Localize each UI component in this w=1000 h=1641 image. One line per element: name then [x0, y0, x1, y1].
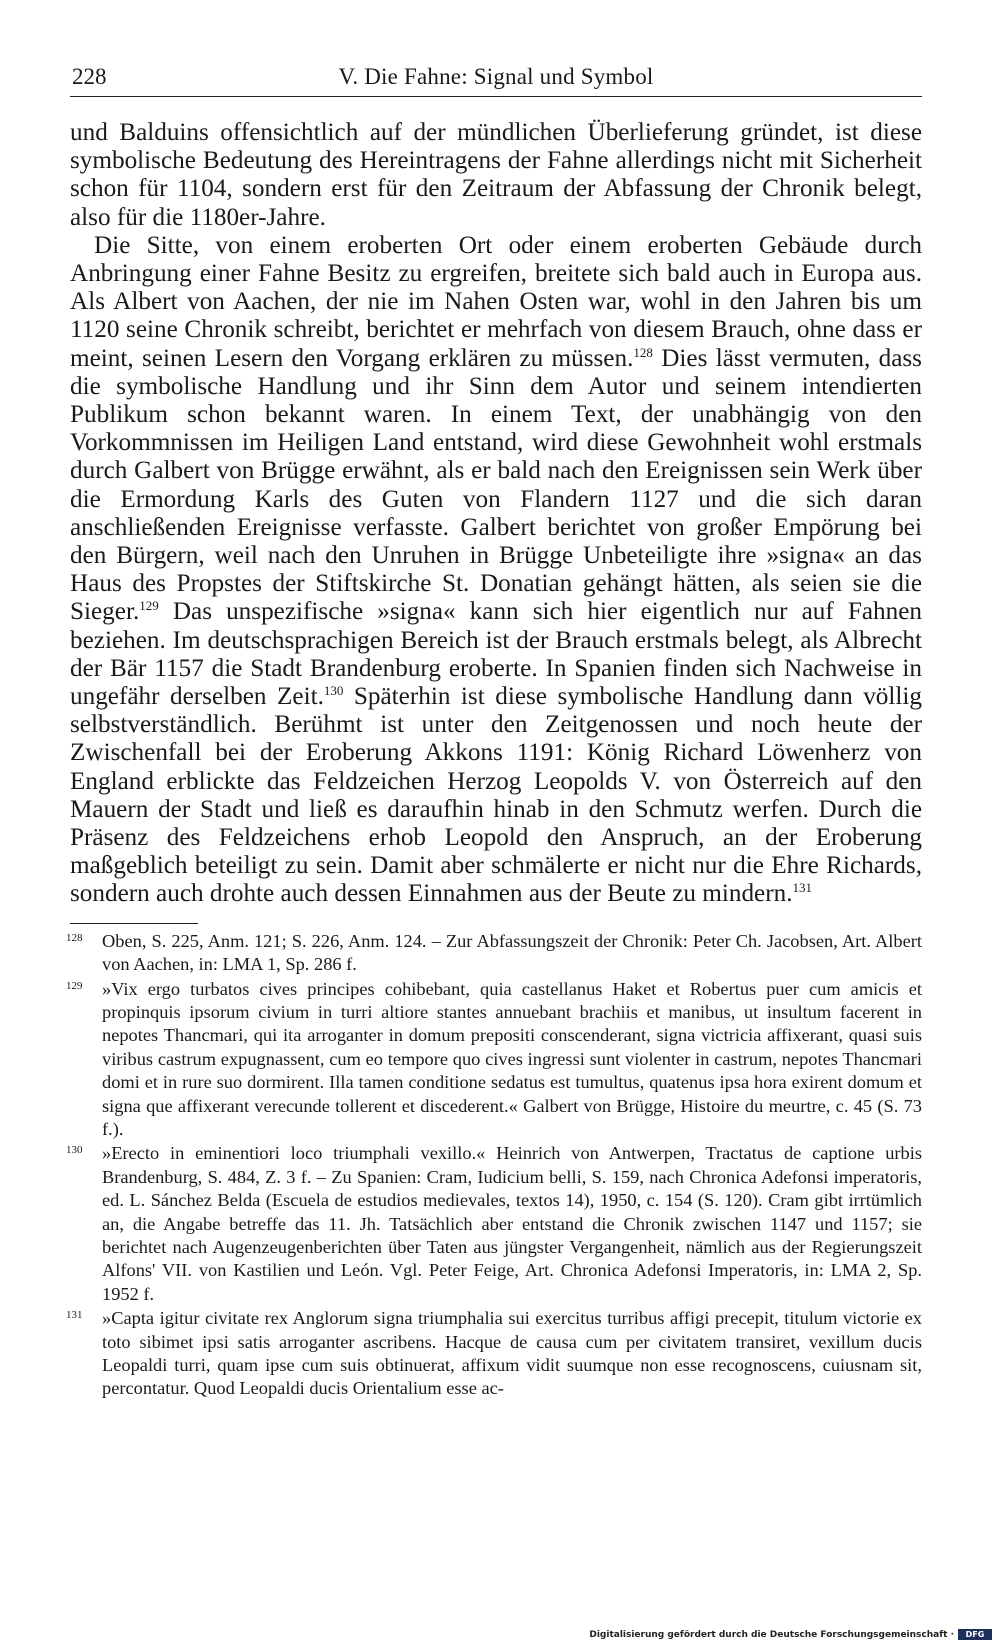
digitalization-credit: Digitalisierung gefördert durch die Deutsche Forschungsgemeinschaft · [589, 1630, 954, 1640]
footnote-text: »Erecto in eminentiori loco triumphali vexillo.« Heinrich von Antwerpen, Tractatus de captione urbis Brandenburg, S. 484, Z. 3 f. – Zu Spanien: Cram, Iudicium belli, S. 159, nach Chronica Adefonsi imperatoris, ed. L. Sánchez Belda (Escuela de estudios medievales, textos 14), 1950, c. 154 (S. 120). Cram gibt irrtümlich an, die Angabe betreffe das 11. Jh. Tatsächlich aber entstand die Chronik zwischen 1147 und 1157; sie berichtet nach Augenzeugenberichten über Taten aus jüngster Vergangenheit, nämlich aus der Regierungszeit Alfons' VII. von Kastilien und León. Vgl. Peter Feige, Art. Chronica Adefonsi Imperatoris, in: LMA 2, Sp. 1952 f. [102, 1143, 922, 1304]
footnote-ref-131[interactable]: 131 [792, 880, 813, 896]
paragraph-2 [70, 232, 922, 909]
page-header [70, 60, 922, 97]
footnote-ref-130[interactable]: 130 [323, 683, 344, 699]
footnote [66, 1307, 922, 1401]
footnote [66, 930, 922, 977]
paragraph-2-text-a: Die Sitte, von einem eroberten Ort oder einem eroberten Gebäude durch Anbringung einer Fahne Besitz zu ergreifen, breitete sich bald auch in Europa aus. Als Albert von Aachen, der nie im Nahen Osten war, wohl in den Jahren bis um 1120 seine Chronik schreibt, berichtet er mehrfach von diesem Brauch, ohne dass er meint, seinen Lesern den Vorgang erklären zu müssen. [70, 231, 922, 372]
footnote [66, 978, 922, 1142]
paragraph-2-text-d: Späterhin ist diese symbolische Handlung dann völlig selbstverständlich. Berühmt ist unter den Zeitgenossen und noch heute der Zwischenfall bei der Eroberung Akkons 1191: König Richard Löwenherz von England erblickte das Feldzeichen Herzog Leopolds V. von Österreich auf den Mauern der Stadt und ließ es daraufhin hinab in den Schmutz werfen. Durch die Präsenz des Feldzeichens erhob Leopold den Anspruch, an der Eroberung maßgeblich beteiligt zu sein. Damit aber schmälerte er nicht nur die Ehre Richards, sondern auch drohte auch dessen Einnahmen aus der Beute zu mindern. [70, 683, 922, 908]
dfg-logo-icon: DFG [958, 1629, 992, 1640]
paragraph-1-text: und Balduins offensichtlich auf der mündlichen Überlieferung gründet, ist diese symbolische Bedeutung des Hereintragens der Fahne allerdings nicht mit Sicherheit schon für 1104, sondern erst für den Zeitraum der Abfassung der Chronik belegt, also für die 1180er-Jahre. [70, 119, 922, 231]
footnote-number: 131 [66, 1309, 83, 1322]
footnote-ref-129[interactable]: 129 [139, 598, 159, 614]
footnotes [66, 930, 922, 1401]
footnote-number: 129 [66, 979, 83, 992]
footnote-text: Oben, S. 225, Anm. 121; S. 226, Anm. 124. – Zur Abfassungszeit der Chronik: Peter Ch. Jacobsen, Art. Albert von Aachen, in: LMA 1, Sp. 286 f. [102, 930, 922, 975]
footnote-number: 130 [66, 1144, 83, 1157]
page-number: 228 [72, 64, 107, 89]
paragraph-2-text-b: Dies lässt vermuten, dass die symbolische Handlung und ihr Sinn dem Autor und seinem intendierten Publikum schon bekannt waren. In einem Text, der unabhängig von den Vorkommnissen im Heiligen Land entstand, wird diese Gewohnheit wohl erstmals durch Galbert von Brügge erwähnt, als er bald nach den Ereignissen sein Werk über die Ermordung Karls des Guten von Flandern 1127 und die sich daran anschließenden Ereignisse verfasste. Galbert berichtet von großer Empörung bei den Bürgern, weil nach den Unruhen in Brügge Unbeteiligte ihre »signa« an das Haus des Propstes der Stiftskirche St. Donatian gehängt hätten, als seien sie die Sieger. [70, 344, 922, 626]
footnote-number: 128 [66, 931, 83, 944]
footnote-ref-128[interactable]: 128 [633, 344, 653, 360]
footnote-divider [70, 923, 198, 924]
footnote-text: »Capta igitur civitate rex Anglorum signa triumphalia sui exercitus turribus affigi precepit, titulum victorie ex toto sibimet ipsi satis arroganter ascribens. Hacque de causa cum per civitatem transiret, vexillum ducis Leopaldi turri, quam ipse cum suis obtinuerat, affixum vidit suumque non esse recognoscens, cuiusnam sit, percontatur. Quod Leopaldi ducis Orientalium esse ac- [102, 1308, 922, 1399]
running-head: V. Die Fahne: Signal und Symbol [338, 64, 654, 89]
paragraph-2-text-c: Das unspezifische »signa« kann sich hier eigentlich nur auf Fahnen beziehen. Im deutschsprachigen Bereich ist der Brauch erstmals belegt, als Albrecht der Bär 1157 die Stadt Brandenburg eroberte. In Spanien finden sich Nachweise in ungefähr derselben Zeit. [70, 598, 922, 711]
main-text [70, 119, 922, 909]
footnote [66, 1142, 922, 1306]
footnote-text: »Vix ergo turbatos cives principes cohibebant, quia castellanus Haket et Robertus puer cum amicis et propinquis ipsorum civium in turri altiore stantes annuebant brachiis et manibus, ut insultum facerent in nepotes Thancmari, qui ita arroganter in domum prepositi conscenderant, signa victricia affixerant, quasi suis viribus castrum expugnassent, cum eo tempore quo cives ingressi sunt violenter in castrum, nepotes Thancmari domi et in rure suo dormirent. Illa tamen conditione sedatus est tumultus, quatenus ipsa hora exirent domum et signa que affixerant verecunde tollerent et discederent.« Galbert von Brügge, Histoire du meurtre, c. 45 (S. 73 f.). [102, 978, 922, 1139]
book-page [66, 60, 922, 1401]
paragraph-1 [70, 119, 922, 232]
